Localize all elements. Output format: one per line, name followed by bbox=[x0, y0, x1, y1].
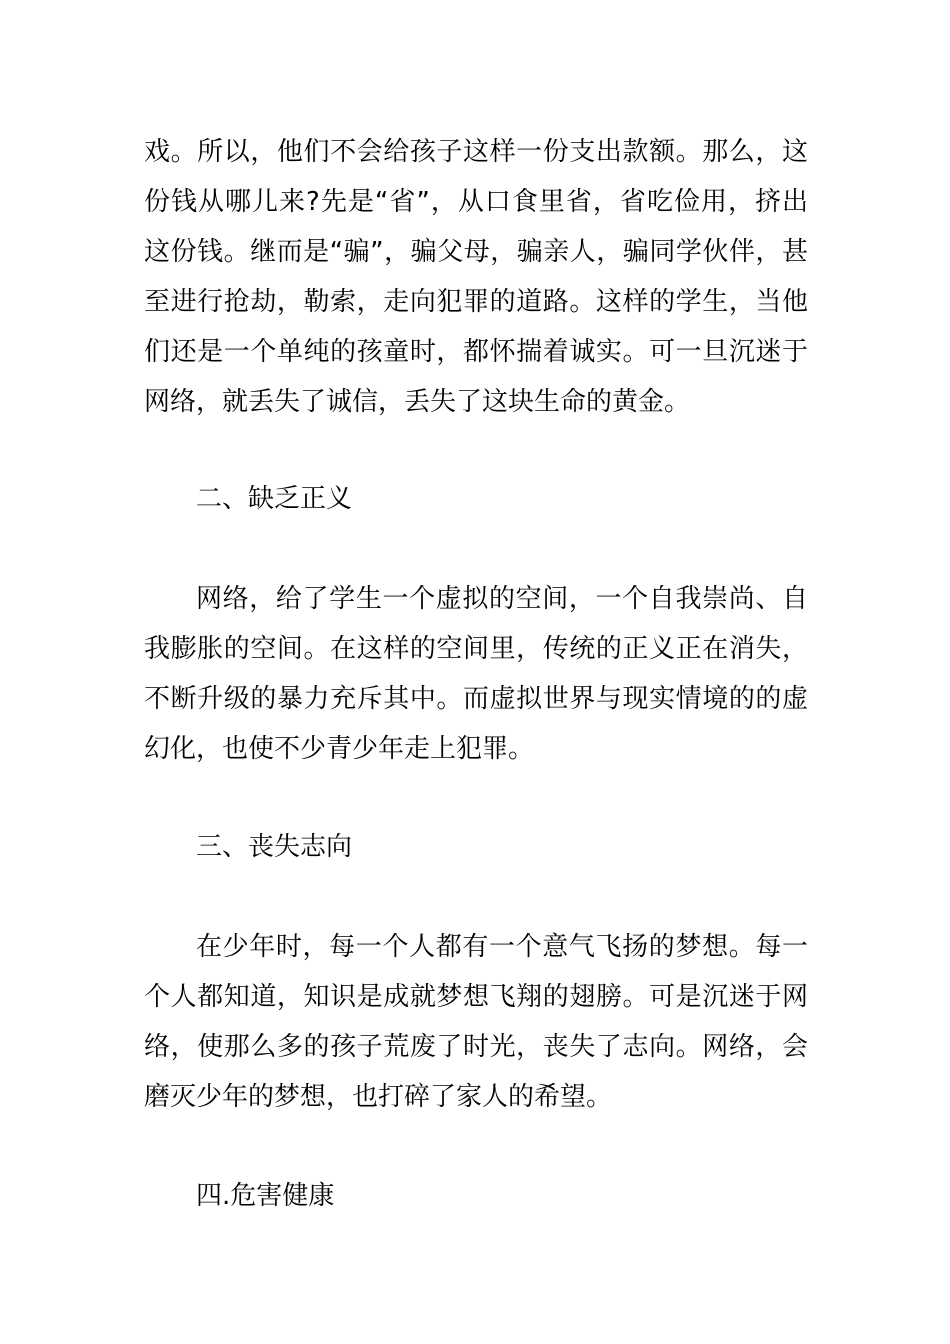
section-paragraph-losing-ambition: 在少年时，每一个人都有一个意气飞扬的梦想。每一个人都知道，知识是成就梦想飞翔的翅膀。可是沉迷于网络，使那么多的孩子荒废了时光，丧失了志向。网络，会磨灭少年的梦想，也打碎了家人的希望。 bbox=[144, 932, 808, 1112]
section-heading-health-harm: 四.危害健康 bbox=[196, 1181, 335, 1211]
section-heading-losing-ambition: 三、丧失志向 bbox=[196, 832, 353, 862]
section-heading-lack-of-justice: 二、缺乏正义 bbox=[196, 484, 353, 514]
continuation-paragraph: 戏。所以，他们不会给孩子这样一份支出款额。那么，这份钱从哪儿来?先是“省”，从口食里省，省吃俭用，挤出这份钱。继而是“骗”，骗父母，骗亲人，骗同学伙伴，甚至进行抢劫，勒索，走向犯罪的道路。这样的学生，当他们还是一个单纯的孩童时，都怀揣着诚实。可一旦沉迷于网络，就丢失了诚信，丢失了这块生命的黄金。 bbox=[144, 137, 808, 417]
section-paragraph-lack-of-justice: 网络，给了学生一个虚拟的空间，一个自我崇尚、自我膨胀的空间。在这样的空间里，传统的正义正在消失，不断升级的暴力充斥其中。而虚拟世界与现实情境的的虚幻化，也使不少青少年走上犯罪。 bbox=[144, 584, 808, 764]
